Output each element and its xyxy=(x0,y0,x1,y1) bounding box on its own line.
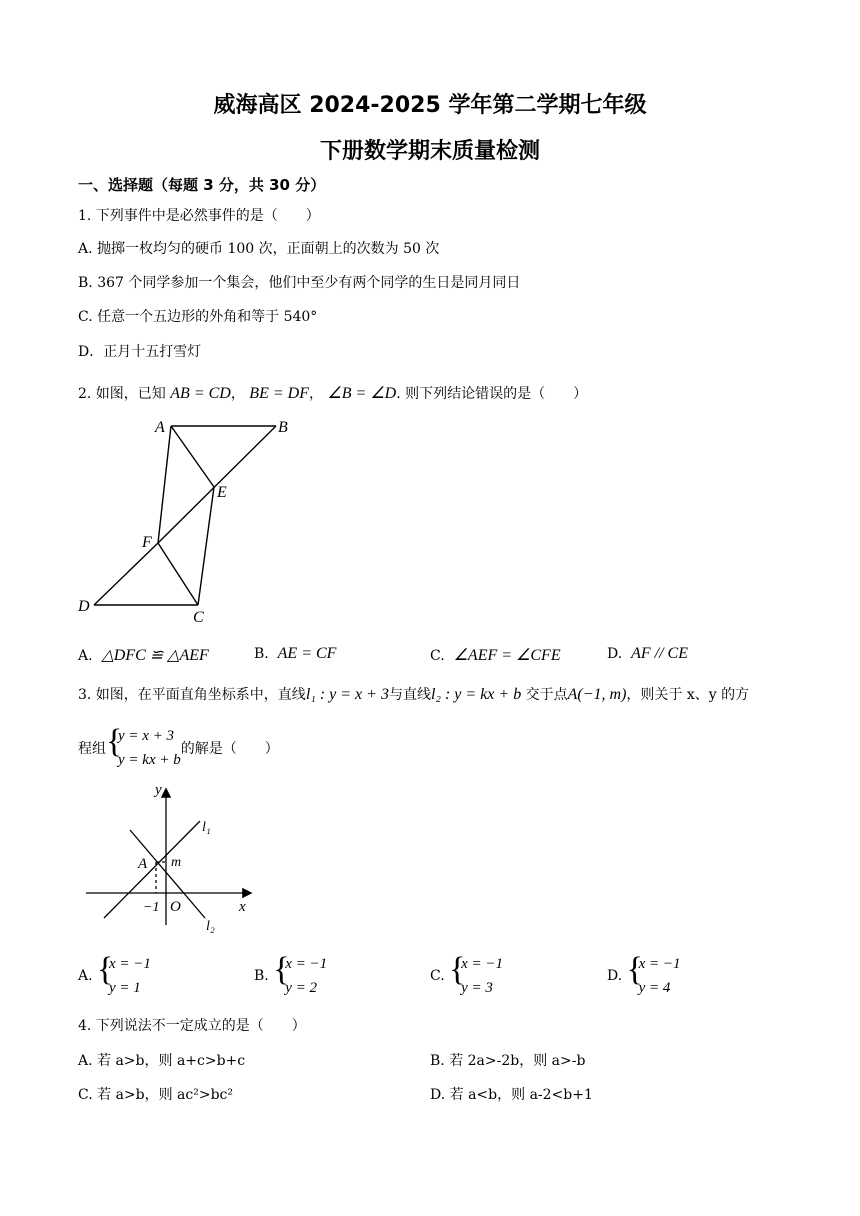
q3-option-b-eq2: y = 2 xyxy=(285,980,317,996)
q2-condition-be-df: BE = DF xyxy=(249,385,309,402)
q2-option-d-label: D. xyxy=(607,646,623,662)
q3-option-b-eq1: x = −1 xyxy=(285,956,328,972)
q2-option-b-label: B. xyxy=(254,646,269,662)
q2-option-c-text: ∠AEF = ∠CFE xyxy=(453,647,561,664)
axis-label-x: x xyxy=(239,899,246,915)
q1-option-d: D．正月十五打雪灯 xyxy=(78,344,202,360)
q3-option-c-system xyxy=(449,952,503,1000)
q3-option-d-system xyxy=(627,952,681,1000)
q1-option-b: B. 367 个同学参加一个集会，他们中至少有两个同学的生日是同月同日 xyxy=(78,275,521,291)
q3-option-a-eq1: x = −1 xyxy=(109,956,151,972)
q1-option-c: C. 任意一个五边形的外角和等于 540° xyxy=(78,309,318,325)
q2-option-c-label: C. xyxy=(430,648,445,664)
q2-condition-angle: ∠B = ∠D xyxy=(327,385,397,402)
q3-option-a xyxy=(78,952,151,1000)
q3-stem-part3: 交于点 xyxy=(525,687,568,703)
segment-fd xyxy=(94,543,158,605)
label-point-a: A xyxy=(138,856,148,872)
q3-stem-part1: 3. 如图，在平面直角坐标系中，直线 xyxy=(78,687,306,703)
section-heading: 一、选择题（每题 3 分，共 30 分） xyxy=(78,176,326,194)
axis-label-y: y xyxy=(155,782,162,798)
left-brace-icon: { xyxy=(273,951,290,988)
q2-sep-1: ， xyxy=(230,386,245,402)
q4-option-d: D. 若 a<b，则 a-2<b+1 xyxy=(430,1087,593,1103)
q3-line-l1: l₁ : y = x + 3 xyxy=(305,686,389,703)
q3-option-d xyxy=(607,952,681,1000)
label-point-e: E xyxy=(217,484,227,501)
q3-option-a-label: A. xyxy=(78,968,93,984)
q2-stem-prefix: 2. 如图，已知 xyxy=(78,386,166,402)
label-m: m xyxy=(171,855,182,870)
q1-option-a: A. 抛掷一枚均匀的硬币 100 次，正面朝上的次数为 50 次 xyxy=(78,241,440,257)
label-point-a: A xyxy=(155,419,165,436)
q2-option-a-text: △DFC ≌ △AEF xyxy=(101,647,209,664)
label-l1: l₁ xyxy=(202,820,211,835)
q2-option-b-text: AE = CF xyxy=(277,645,337,662)
q3-line-l2: l₂ : y = kx + b xyxy=(430,686,522,703)
q2-option-a-label: A. xyxy=(78,648,93,664)
label-origin: O xyxy=(170,899,181,915)
q3-system-eq1: y = x + 3 xyxy=(118,728,175,744)
q3-option-b-label: B. xyxy=(254,968,269,984)
q3-stem-part4: ，则关于 x、y 的方 xyxy=(626,687,750,703)
segment-ae xyxy=(171,426,214,487)
q3-stem-line2-suffix: 的解是（ ） xyxy=(180,741,279,757)
label-point-d: D xyxy=(78,598,90,615)
q2-option-a xyxy=(78,645,209,665)
segment-fc xyxy=(158,543,198,605)
label-point-b: B xyxy=(278,419,288,436)
q4-stem: 4. 下列说法不一定成立的是（ ） xyxy=(78,1018,306,1034)
segment-ec xyxy=(198,487,214,605)
left-brace-icon: { xyxy=(97,951,114,988)
q3-stem-line1 xyxy=(78,684,749,704)
q3-stem-part2: 与直线 xyxy=(388,687,431,703)
q4-option-c: C. 若 a>b，则 ac²>bc² xyxy=(78,1087,233,1103)
exam-title-line1: 威海高区 2024-2025 学年第二学期七年级 xyxy=(213,93,647,118)
line-l2 xyxy=(130,830,205,918)
label-point-f: F xyxy=(142,534,152,551)
q3-option-c-eq2: y = 3 xyxy=(461,980,493,996)
q3-option-d-eq1: x = −1 xyxy=(638,956,681,972)
q2-stem xyxy=(78,383,587,403)
q4-option-a: A. 若 a>b，则 a+c>b+c xyxy=(78,1053,246,1069)
q2-option-d xyxy=(607,645,688,663)
q3-option-d-eq2: y = 4 xyxy=(638,980,671,996)
q2-option-b xyxy=(254,645,336,663)
q1-stem: 1. 下列事件中是必然事件的是（ ） xyxy=(78,208,320,224)
q3-option-a-eq2: y = 1 xyxy=(109,980,141,996)
left-brace-icon: { xyxy=(449,951,466,988)
q3-option-b xyxy=(254,952,327,1000)
q3-option-a-system xyxy=(97,952,151,1000)
q4-option-b: B. 若 2a>-2b，则 a>-b xyxy=(430,1053,586,1069)
q3-coordinate-figure xyxy=(74,778,264,938)
label-point-c: C xyxy=(193,609,204,626)
q2-condition-ab-cd: AB = CD xyxy=(170,385,231,402)
exam-title-line2: 下册数学期末质量检测 xyxy=(319,139,540,164)
label-neg-one: −1 xyxy=(143,900,160,915)
left-brace-icon: { xyxy=(626,951,643,988)
q3-point-a: A(−1, m) xyxy=(567,686,627,703)
segment-af xyxy=(158,426,171,543)
left-brace-icon: { xyxy=(106,723,123,760)
q3-option-c-eq1: x = −1 xyxy=(461,956,504,972)
q2-option-d-text: AF // CE xyxy=(631,645,688,662)
q2-stem-suffix: . 则下列结论错误的是（ ） xyxy=(396,386,588,402)
q3-option-c xyxy=(430,952,503,1000)
q3-option-c-label: C. xyxy=(430,968,445,984)
q3-option-d-label: D. xyxy=(607,968,623,984)
q3-stem-line2-prefix: 程组 xyxy=(78,741,106,757)
q3-system-eq2: y = kx + b xyxy=(118,752,181,768)
label-l2: l₂ xyxy=(206,919,215,934)
q3-stem-line2 xyxy=(78,724,279,772)
q2-sep-2: ， xyxy=(308,386,323,402)
q3-equation-system xyxy=(106,724,181,772)
q3-option-b-system xyxy=(273,952,327,1000)
q2-option-c xyxy=(430,645,561,665)
q2-geometry-figure xyxy=(74,410,294,628)
